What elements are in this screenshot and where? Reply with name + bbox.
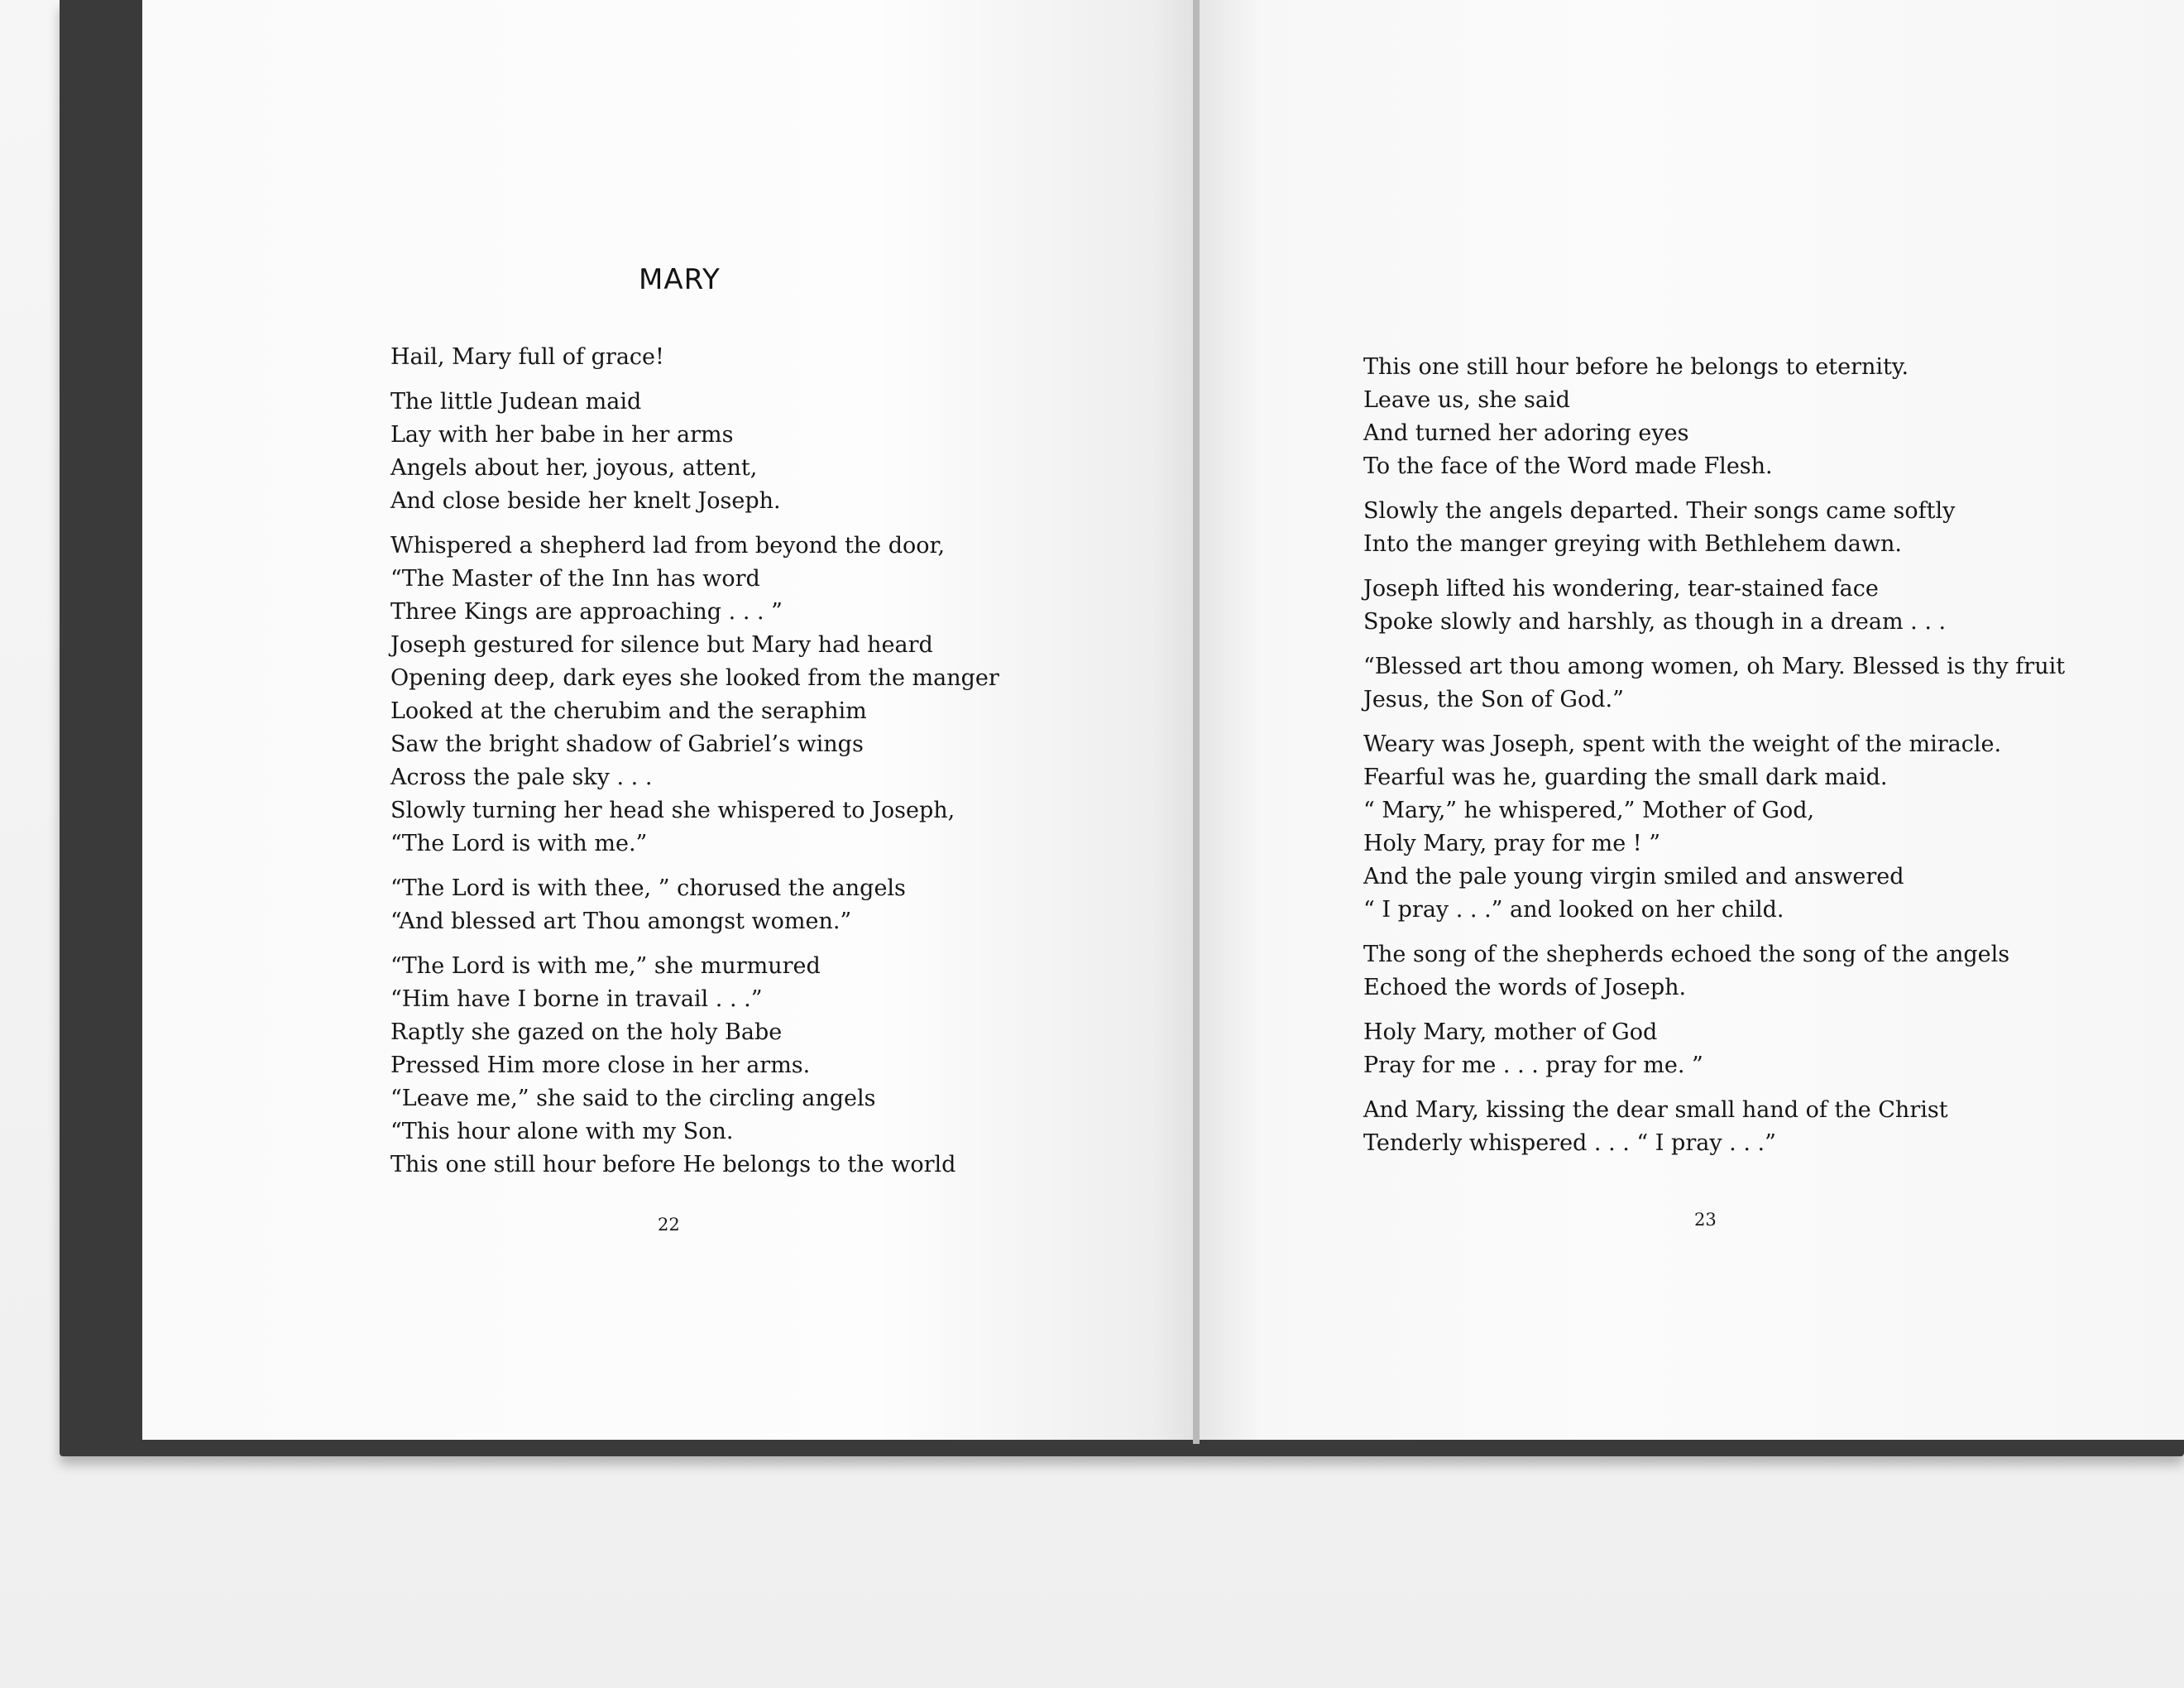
poem-line: Opening deep, dark eyes she looked from the manger: [390, 665, 999, 691]
poem-line: And Mary, kissing the dear small hand of the Christ: [1363, 1097, 1948, 1123]
poem-line: And close beside her knelt Joseph.: [390, 488, 781, 514]
poem-line: Pressed Him more close in her arms.: [390, 1053, 811, 1078]
poem-line: Looked at the cherubim and the seraphim: [390, 698, 867, 724]
poem-line: Spoke slowly and harshly, as though in a dream . . .: [1363, 609, 1947, 635]
poem-line: Into the manger greying with Bethlehem dawn.: [1363, 531, 1902, 557]
poem-line: “The Lord is with me.”: [390, 831, 648, 856]
poem-line: Fearful was he, guarding the small dark maid.: [1363, 765, 1888, 790]
poem-line: Hail, Mary full of grace!: [390, 344, 664, 370]
stanza: [1363, 351, 2065, 483]
stanza: [1363, 650, 2065, 717]
poem-line: Echoed the words of Joseph.: [1363, 975, 1687, 1000]
poem-line: The song of the shepherds echoed the song of the angels: [1363, 942, 2010, 967]
poem-line: “Blessed art thou among women, oh Mary. Blessed is thy fruit: [1363, 654, 2066, 679]
poem-line: Slowly the angels departed. Their songs came softly: [1363, 498, 1956, 524]
stanza: [1363, 728, 2065, 927]
poem-line: Angels about her, joyous, attent,: [390, 455, 758, 481]
poem-line: “ Mary,” he whispered,” Mother of God,: [1363, 798, 1815, 823]
poem-line: “And blessed art Thou amongst women.”: [390, 909, 852, 934]
poem-line: Joseph gestured for silence but Mary had heard: [390, 632, 933, 658]
poem-line: Across the pale sky . . .: [390, 765, 653, 790]
poem-line: “The Lord is with thee, ” chorused the angels: [390, 875, 906, 901]
poem-line: Leave us, she said: [1363, 387, 1570, 413]
stanza: [390, 530, 999, 861]
right-poem-text: [1363, 351, 2065, 1172]
poem-line: Holy Mary, pray for me ! ”: [1363, 831, 1661, 856]
page-number-left: 22: [658, 1215, 680, 1235]
poem-line: Joseph lifted his wondering, tear-stained face: [1363, 576, 1879, 602]
left-page: [142, 0, 1193, 1440]
poem-line: “Him have I borne in travail . . .”: [390, 986, 763, 1012]
poem-line: The little Judean maid: [390, 389, 642, 415]
poem-line: This one still hour before He belongs to the world: [390, 1152, 956, 1177]
right-page: [1200, 0, 2184, 1440]
poem-line: Raptly she gazed on the holy Babe: [390, 1019, 783, 1045]
poem-line: And turned her adoring eyes: [1363, 420, 1689, 446]
poem-line: Slowly turning her head she whispered to Joseph,: [390, 798, 956, 823]
poem-line: This one still hour before he belongs to eternity.: [1363, 354, 1909, 380]
poem-line: “ I pray . . .” and looked on her child.: [1363, 897, 1784, 923]
poem-line: Tenderly whispered . . . “ I pray . . .”: [1363, 1130, 1776, 1156]
stanza: [1363, 938, 2065, 1005]
poem-line: Three Kings are approaching . . . ”: [390, 599, 783, 625]
stanza: [1363, 1094, 2065, 1160]
poem-line: Lay with her babe in her arms: [390, 422, 734, 448]
poem-line: Jesus, the Son of God.”: [1363, 687, 1624, 712]
stanza: [1363, 495, 2065, 561]
poem-line: “The Master of the Inn has word: [390, 566, 760, 592]
poem-line: “Leave me,” she said to the circling angels: [390, 1086, 876, 1111]
poem-line: Weary was Joseph, spent with the weight of the miracle.: [1363, 731, 2002, 757]
poem-line: “This hour alone with my Son.: [390, 1119, 734, 1144]
poem-line: And the pale young virgin smiled and answered: [1363, 864, 1904, 890]
stanza: [390, 341, 999, 374]
book-gutter: [1193, 0, 1200, 1444]
stanza: [390, 872, 999, 938]
stanza: [1363, 573, 2065, 639]
open-book: [60, 0, 2184, 1456]
poem-line: To the face of the Word made Flesh.: [1363, 453, 1773, 479]
stanza: [390, 386, 999, 518]
poem-line: Whispered a shepherd lad from beyond the door,: [390, 533, 946, 559]
poem-line: “The Lord is with me,” she murmured: [390, 953, 821, 979]
stanza: [1363, 1016, 2065, 1082]
poem-title: MARY: [639, 263, 721, 296]
poem-line: Holy Mary, mother of God: [1363, 1019, 1658, 1045]
page-number-right: 23: [1694, 1210, 1717, 1230]
stanza: [390, 950, 999, 1182]
poem-line: Saw the bright shadow of Gabriel’s wings: [390, 731, 864, 757]
poem-line: Pray for me . . . pray for me. ”: [1363, 1053, 1703, 1078]
left-poem-text: [390, 341, 999, 1193]
